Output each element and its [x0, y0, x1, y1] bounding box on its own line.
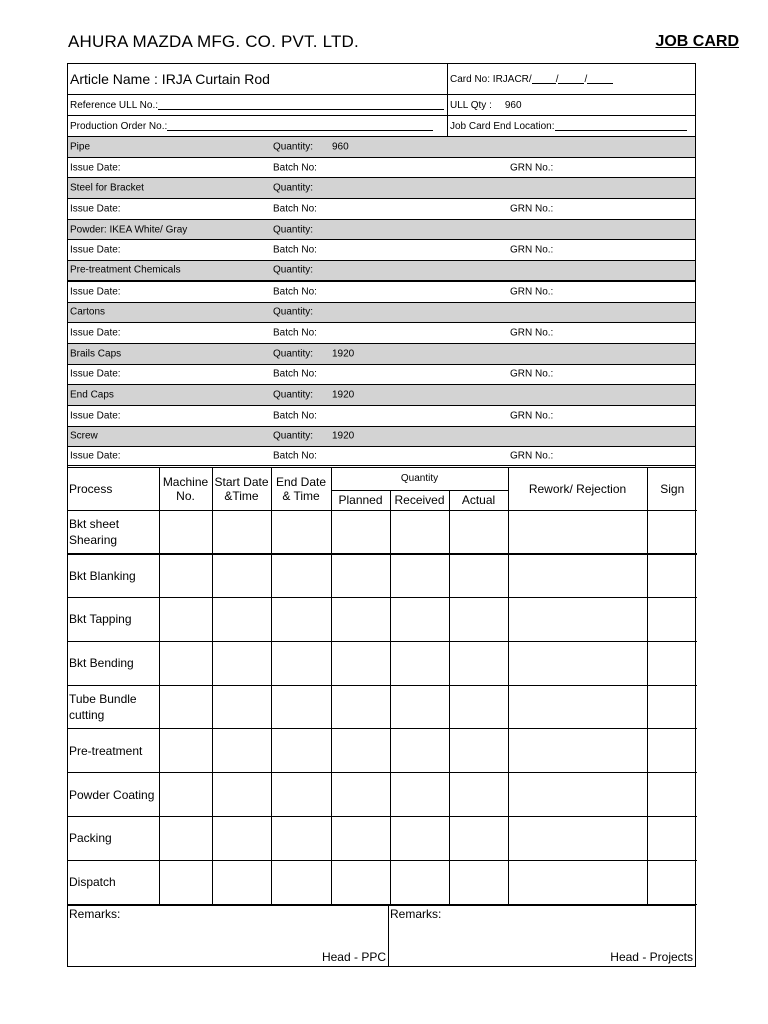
received-cell[interactable]	[390, 817, 449, 861]
remarks-row	[68, 905, 695, 966]
production-order-blank	[167, 121, 433, 131]
batch-no-label: Batch No:	[273, 410, 317, 422]
process-name: Bkt sheet Shearing	[68, 510, 159, 554]
job-card-end-location-blank	[555, 121, 687, 131]
quantity-label: Quantity:	[273, 182, 314, 194]
grn-no-label: GRN No.:	[510, 368, 554, 380]
received-header: Received	[390, 490, 449, 510]
process-row	[68, 554, 697, 598]
end-date-cell[interactable]	[271, 510, 331, 554]
quantity-label: Quantity:	[273, 430, 314, 442]
issue-row	[68, 158, 695, 179]
start-date-header: Start Date &Time	[212, 468, 271, 510]
batch-no-label: Batch No:	[273, 327, 317, 339]
batch-no-label: Batch No:	[273, 162, 317, 174]
process-header: Process	[68, 468, 159, 510]
material-row	[68, 261, 695, 282]
actual-cell[interactable]	[449, 729, 508, 773]
sign-cell[interactable]	[647, 817, 697, 861]
head-ppc-signature-label: Head - PPC	[321, 949, 386, 964]
planned-cell[interactable]	[331, 860, 390, 904]
planned-cell[interactable]	[331, 773, 390, 817]
material-name: Cartons	[70, 306, 106, 318]
ppc-remarks-box[interactable]	[68, 906, 389, 966]
production-order-label: Production Order No.:	[70, 120, 168, 132]
start-date-cell[interactable]	[212, 860, 271, 904]
received-cell[interactable]	[390, 773, 449, 817]
end-date-cell[interactable]	[271, 729, 331, 773]
material-row	[68, 220, 695, 241]
rework-cell[interactable]	[508, 554, 647, 598]
actual-cell[interactable]	[449, 554, 508, 598]
reference-ull-field	[68, 95, 448, 115]
actual-cell[interactable]	[449, 817, 508, 861]
start-date-cell[interactable]	[212, 598, 271, 642]
sign-cell[interactable]	[647, 510, 697, 554]
issue-row	[68, 199, 695, 220]
ull-qty-field	[448, 95, 695, 115]
start-date-cell[interactable]	[212, 729, 271, 773]
planned-cell[interactable]	[331, 554, 390, 598]
received-cell[interactable]	[390, 554, 449, 598]
end-date-header: End Date & Time	[271, 468, 331, 510]
quantity-label: Quantity:	[273, 224, 314, 236]
reference-ull-label: Reference ULL No.:	[70, 99, 159, 111]
sign-cell[interactable]	[647, 860, 697, 904]
rework-cell[interactable]	[508, 641, 647, 685]
process-name: Bkt Blanking	[68, 554, 159, 598]
material-quantity: 1920	[332, 348, 355, 360]
sign-header: Sign	[647, 468, 697, 510]
material-name: Powder: IKEA White/ Gray	[70, 224, 188, 236]
actual-cell[interactable]	[449, 598, 508, 642]
rework-cell[interactable]	[508, 685, 647, 729]
head-projects-signature-label: Head - Projects	[610, 949, 693, 964]
process-name: Bkt Tapping	[68, 598, 159, 642]
batch-no-label: Batch No:	[273, 203, 317, 215]
process-name: Pre-treatment	[68, 729, 159, 773]
machine-no-cell[interactable]	[159, 554, 212, 598]
rework-cell[interactable]	[508, 817, 647, 861]
material-row	[68, 385, 695, 406]
machine-no-cell[interactable]	[159, 729, 212, 773]
end-date-cell[interactable]	[271, 817, 331, 861]
end-date-cell[interactable]	[271, 641, 331, 685]
process-row	[68, 685, 697, 729]
quantity-label: Quantity:	[273, 264, 314, 276]
card-no-field	[448, 64, 695, 94]
end-date-cell[interactable]	[271, 554, 331, 598]
received-cell[interactable]	[390, 598, 449, 642]
received-cell[interactable]	[390, 685, 449, 729]
material-name: Pipe	[70, 141, 91, 153]
machine-no-cell[interactable]	[159, 641, 212, 685]
issue-date-label: Issue Date:	[70, 410, 121, 422]
job-card-form	[67, 63, 696, 967]
actual-cell[interactable]	[449, 773, 508, 817]
start-date-cell[interactable]	[212, 641, 271, 685]
company-name: AHURA MAZDA MFG. CO. PVT. LTD.	[68, 32, 359, 51]
machine-no-cell[interactable]	[159, 685, 212, 729]
machine-no-header: Machine No.	[159, 468, 212, 510]
material-name: Pre-treatment Chemicals	[70, 264, 181, 276]
grn-no-label: GRN No.:	[510, 450, 554, 462]
sign-cell[interactable]	[647, 685, 697, 729]
batch-no-label: Batch No:	[273, 450, 317, 462]
material-name: Screw	[70, 430, 98, 442]
issue-date-label: Issue Date:	[70, 162, 121, 174]
start-date-cell[interactable]	[212, 554, 271, 598]
material-quantity: 1920	[332, 389, 355, 401]
issue-row	[68, 323, 695, 344]
document-title: JOB CARD	[655, 33, 739, 50]
remarks-label: Remarks:	[69, 906, 121, 921]
start-date-cell[interactable]	[212, 817, 271, 861]
process-row	[68, 641, 697, 685]
received-cell[interactable]	[390, 510, 449, 554]
end-date-cell[interactable]	[271, 598, 331, 642]
issue-row	[68, 282, 695, 303]
sign-cell[interactable]	[647, 641, 697, 685]
card-no-separator: /	[584, 73, 588, 85]
issue-row	[68, 447, 695, 468]
article-row	[68, 64, 695, 95]
article-name: Article Name : IRJA Curtain Rod	[68, 64, 448, 94]
remarks-label: Remarks:	[390, 906, 442, 921]
process-row	[68, 510, 697, 554]
material-row	[68, 303, 695, 324]
material-row	[68, 137, 695, 158]
grn-no-label: GRN No.:	[510, 203, 554, 215]
actual-cell[interactable]	[449, 685, 508, 729]
end-date-cell[interactable]	[271, 773, 331, 817]
production-order-row	[68, 116, 695, 137]
process-header-row	[68, 468, 697, 490]
ull-qty-value: 960	[504, 99, 522, 111]
quantity-label: Quantity:	[273, 306, 314, 318]
card-no-blank-1	[532, 74, 556, 84]
process-name: Powder Coating	[68, 773, 159, 817]
grn-no-label: GRN No.:	[510, 162, 554, 174]
card-no-blank-3	[587, 74, 613, 84]
process-name: Tube Bundle cutting	[68, 685, 159, 729]
sign-cell[interactable]	[647, 729, 697, 773]
issue-row	[68, 365, 695, 386]
quantity-label: Quantity:	[273, 141, 314, 153]
planned-cell[interactable]	[331, 685, 390, 729]
rework-cell[interactable]	[508, 729, 647, 773]
projects-remarks-box[interactable]	[389, 906, 695, 966]
issue-row	[68, 240, 695, 261]
start-date-cell[interactable]	[212, 773, 271, 817]
quantity-header: Quantity	[331, 468, 508, 490]
batch-no-label: Batch No:	[273, 368, 317, 380]
material-name: Brails Caps	[70, 348, 122, 360]
batch-no-label: Batch No:	[273, 286, 317, 298]
production-order-field	[68, 116, 448, 136]
rework-cell[interactable]	[508, 598, 647, 642]
machine-no-cell[interactable]	[159, 598, 212, 642]
received-cell[interactable]	[390, 860, 449, 904]
grn-no-label: GRN No.:	[510, 327, 554, 339]
process-name: Bkt Bending	[68, 641, 159, 685]
rework-cell[interactable]	[508, 773, 647, 817]
planned-cell[interactable]	[331, 817, 390, 861]
issue-date-label: Issue Date:	[70, 203, 121, 215]
machine-no-cell[interactable]	[159, 860, 212, 904]
quantity-label: Quantity:	[273, 389, 314, 401]
process-row	[68, 598, 697, 642]
process-row	[68, 817, 697, 861]
material-quantity: 1920	[332, 430, 355, 442]
quantity-label: Quantity:	[273, 348, 314, 360]
issue-date-label: Issue Date:	[70, 450, 121, 462]
issue-row	[68, 406, 695, 427]
material-name: End Caps	[70, 389, 114, 401]
card-no-separator: /	[555, 73, 559, 85]
planned-cell[interactable]	[331, 641, 390, 685]
received-cell[interactable]	[390, 729, 449, 773]
grn-no-label: GRN No.:	[510, 244, 554, 256]
actual-cell[interactable]	[449, 510, 508, 554]
machine-no-cell[interactable]	[159, 773, 212, 817]
machine-no-cell[interactable]	[159, 510, 212, 554]
grn-no-label: GRN No.:	[510, 286, 554, 298]
rework-cell[interactable]	[508, 510, 647, 554]
batch-no-label: Batch No:	[273, 244, 317, 256]
issue-date-label: Issue Date:	[70, 327, 121, 339]
planned-cell[interactable]	[331, 510, 390, 554]
reference-ull-blank	[158, 100, 444, 110]
rework-cell[interactable]	[508, 860, 647, 904]
grn-no-label: GRN No.:	[510, 410, 554, 422]
reference-row	[68, 95, 695, 116]
sign-cell[interactable]	[647, 554, 697, 598]
process-table	[68, 468, 697, 905]
start-date-cell[interactable]	[212, 510, 271, 554]
process-row	[68, 860, 697, 904]
end-date-cell[interactable]	[271, 860, 331, 904]
sign-cell[interactable]	[647, 773, 697, 817]
start-date-cell[interactable]	[212, 685, 271, 729]
rework-rejection-header: Rework/ Rejection	[508, 468, 647, 510]
end-date-cell[interactable]	[271, 685, 331, 729]
issue-date-label: Issue Date:	[70, 368, 121, 380]
issue-date-label: Issue Date:	[70, 286, 121, 298]
job-card-end-location-label: Job Card End Location:	[450, 120, 555, 132]
material-row	[68, 178, 695, 199]
card-no-blank-2	[555, 73, 584, 85]
actual-cell[interactable]	[449, 641, 508, 685]
process-name: Dispatch	[68, 860, 159, 904]
machine-no-cell[interactable]	[159, 817, 212, 861]
sign-cell[interactable]	[647, 598, 697, 642]
material-name: Steel for Bracket	[70, 182, 144, 194]
planned-header: Planned	[331, 490, 390, 510]
process-row	[68, 729, 697, 773]
received-cell[interactable]	[390, 641, 449, 685]
card-no-label: Card No: IRJACR/	[450, 73, 532, 85]
material-row	[68, 344, 695, 365]
material-row	[68, 427, 695, 448]
material-quantity: 960	[332, 141, 349, 153]
actual-header: Actual	[449, 490, 508, 510]
process-row	[68, 773, 697, 817]
planned-cell[interactable]	[331, 729, 390, 773]
issue-date-label: Issue Date:	[70, 244, 121, 256]
process-name: Packing	[68, 817, 159, 861]
actual-cell[interactable]	[449, 860, 508, 904]
ull-qty-label: ULL Qty :	[450, 99, 492, 111]
job-card-end-location-field	[448, 116, 695, 136]
planned-cell[interactable]	[331, 598, 390, 642]
